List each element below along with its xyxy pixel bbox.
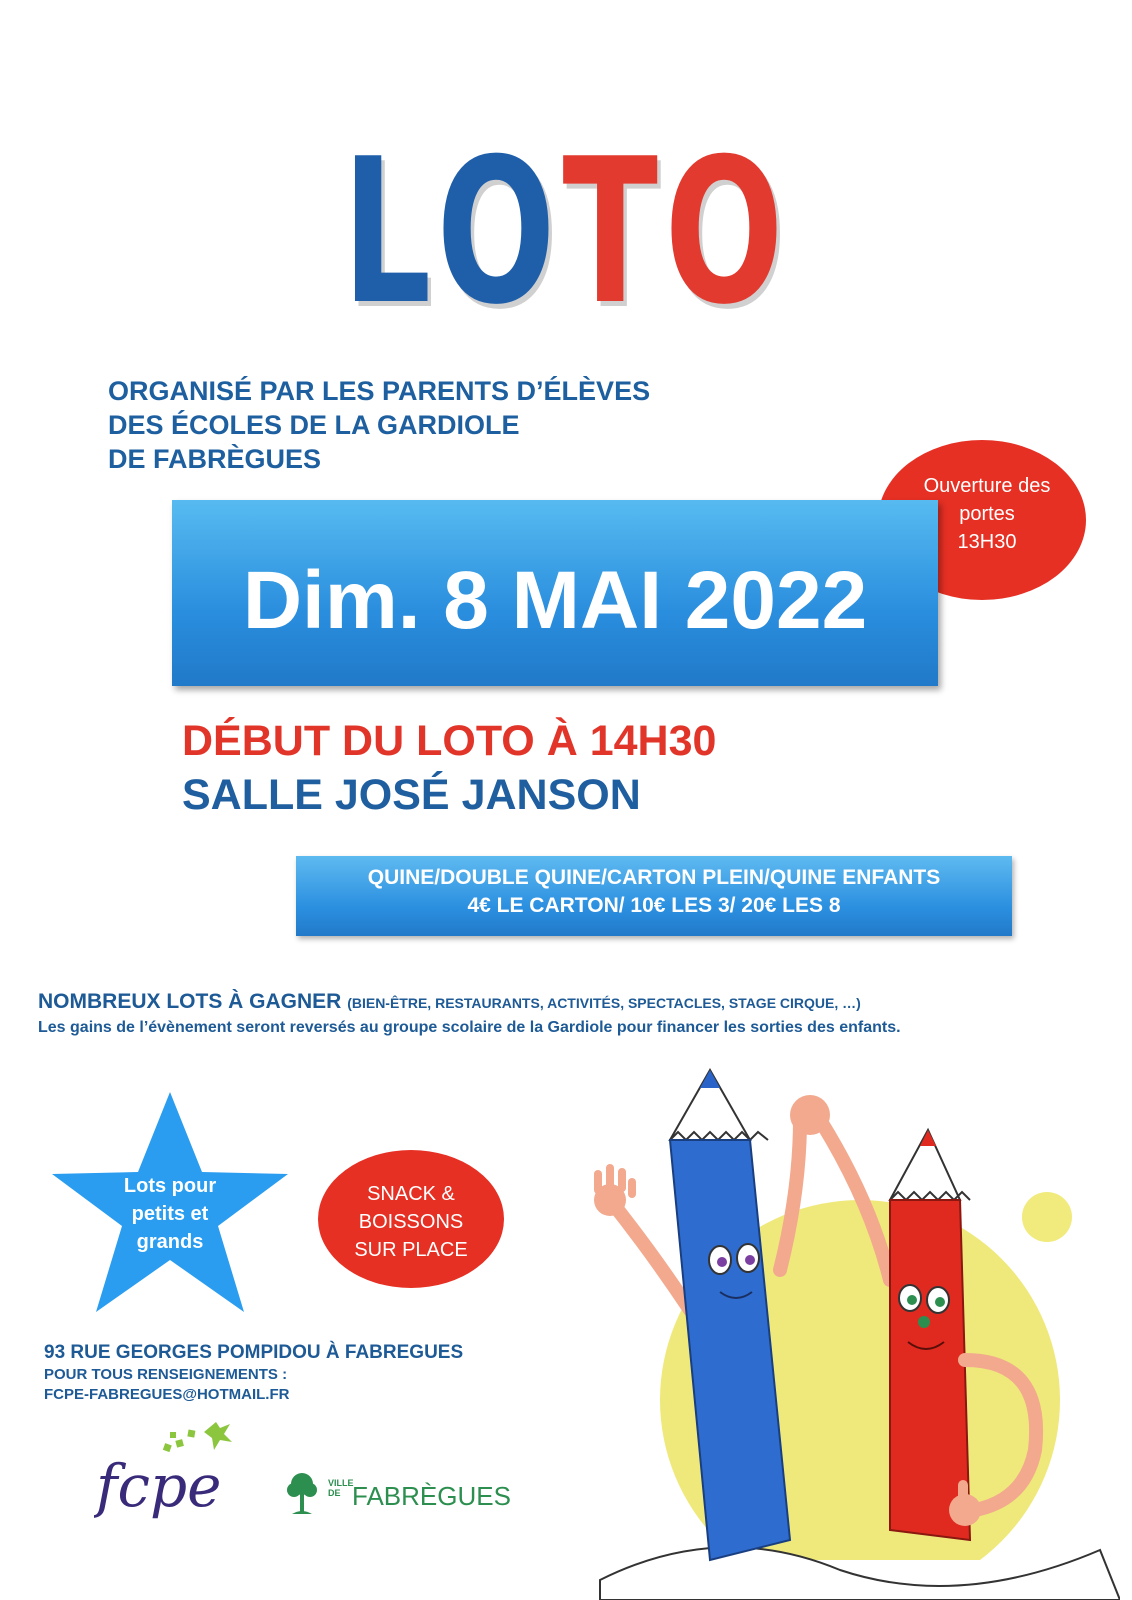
start-time: DÉBUT DU LOTO À 14H30: [182, 717, 717, 765]
doors-line-1: Ouverture des: [923, 475, 1051, 497]
event-date: Dim. 8 MAI 2022: [242, 555, 868, 646]
title-letter-o2: O: [664, 116, 784, 349]
snack-bubble: [318, 1150, 504, 1288]
venue-name: SALLE JOSÉ JANSON: [182, 771, 641, 819]
info-label: POUR TOUS RENSEIGNEMENTS :: [44, 1366, 288, 1383]
prizes-heading: NOMBREUX LOTS À GAGNER: [38, 990, 342, 1013]
ville-label: VILLE: [328, 1478, 354, 1488]
title-letter-t: T: [562, 116, 658, 349]
prizes-note: (BIEN-ÊTRE, RESTAURANTS, ACTIVITÉS, SPECTACLES, STAGE CIRQUE, …): [347, 995, 861, 1011]
de-label: DE: [328, 1488, 341, 1498]
title-letter-o1: O: [436, 116, 556, 349]
star-line-2: petits et: [131, 1203, 209, 1225]
title-letter-l: L: [342, 116, 432, 349]
organizer-line-1: ORGANISÉ PAR LES PARENTS D’ÉLÈVES: [108, 376, 651, 406]
prizes-section: [38, 988, 1098, 1039]
tree-icon: [287, 1473, 317, 1514]
address-block: [44, 1340, 463, 1405]
fcpe-wordmark: fcpe: [96, 1452, 222, 1520]
prizes-heading-line: [38, 988, 1098, 1017]
ville-de-label: [328, 1478, 354, 1498]
pencil-characters-illustration: [560, 1060, 1120, 1600]
organizer-text: [108, 374, 808, 476]
street-address: 93 RUE GEORGES POMPIDOU À FABREGUES: [44, 1342, 464, 1363]
poster-title: [0, 118, 1132, 348]
star-line-1: Lots pour: [123, 1175, 217, 1197]
snack-line-2: BOISSONS: [358, 1211, 464, 1233]
contact-email: FCPE-FABREGUES@HOTMAIL.FR: [44, 1386, 290, 1403]
organizer-line-2: DES ÉCOLES DE LA GARDIOLE: [108, 410, 520, 440]
card-prices: 4€ LE CARTON/ 10€ LES 3/ 20€ LES 8: [467, 894, 841, 917]
doors-line-3: 13H30: [957, 531, 1017, 553]
price-banner: [296, 856, 1012, 936]
snack-line-1: SNACK &: [367, 1183, 455, 1205]
prizes-description: Les gains de l’évènement seront reversés au groupe scolaire de la Gardiole pour financer les sorties des enfants.: [38, 1019, 901, 1036]
star-line-3: grands: [136, 1231, 204, 1253]
doors-line-2: portes: [959, 503, 1015, 525]
game-types: QUINE/DOUBLE QUINE/CARTON PLEIN/QUINE ENFANTS: [367, 866, 941, 889]
star-text: [100, 1172, 240, 1256]
fcpe-logo: [94, 1418, 244, 1528]
organizer-line-3: DE FABRÈGUES: [108, 444, 322, 474]
snack-line-3: SUR PLACE: [354, 1239, 468, 1261]
town-name: FABRÈGUES: [352, 1481, 511, 1511]
